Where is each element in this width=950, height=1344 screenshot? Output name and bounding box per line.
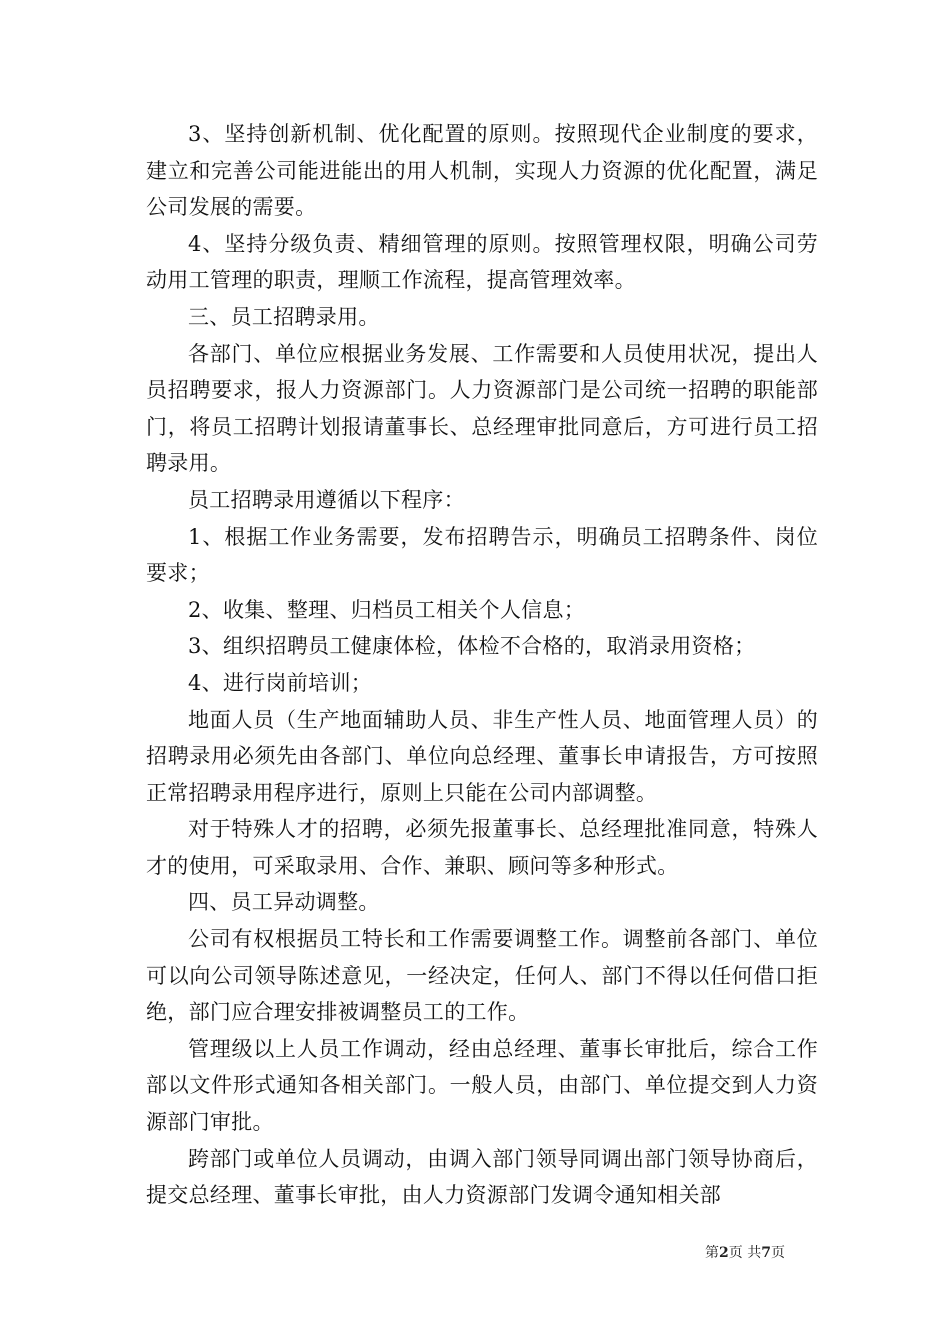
procedure-step-4: 4、进行岗前培训； [188, 670, 373, 695]
paragraph-ground-staff: 地面人员（生产地面辅助人员、非生产性人员、地面管理人员）的招聘录用必须先由各部门、单位向总经理、董事长申请报告，方可按照正常招聘录用程序进行，原则上只能在公司内部调整。 [146, 707, 818, 805]
paragraph-principle-3: 3、坚持创新机制、优化配置的原则。按照现代企业制度的要求，建立和完善公司能进能出的用人机制，实现人力资源的优化配置，满足公司发展的需要。 [146, 122, 818, 220]
paragraph-cross-department-transfer: 跨部门或单位人员调动，由调入部门领导同调出部门领导协商后，提交总经理、董事长审批，由人力资源部门发调令通知相关部 [146, 1146, 818, 1208]
document-body [146, 116, 818, 1214]
footer-suffix: 页 [770, 1245, 785, 1261]
paragraph-special-talent: 对于特殊人才的招聘，必须先报董事长、总经理批准同意，特殊人才的使用，可采取录用、合作、兼职、顾问等多种形式。 [146, 817, 818, 878]
paragraph-recruitment-request: 各部门、单位应根据业务发展、工作需要和人员使用状况，提出人员招聘要求，报人力资源部门。人力资源部门是公司统一招聘的职能部门，将员工招聘计划报请董事长、总经理审批同意后，方可进行员工招聘录用。 [146, 341, 818, 476]
footer-prefix: 第 [705, 1245, 719, 1261]
total-page-number: 7 [761, 1245, 771, 1261]
section-heading-recruitment: 三、员工招聘录用。 [188, 304, 380, 329]
procedure-step-1: 1、根据工作业务需要，发布招聘告示，明确员工招聘条件、岗位要求； [146, 524, 818, 586]
current-page-number: 2 [719, 1245, 729, 1261]
paragraph-management-transfer: 管理级以上人员工作调动，经由总经理、董事长审批后，综合工作部以文件形式通知各相关部门。一般人员，由部门、单位提交到人力资源部门审批。 [146, 1036, 818, 1135]
procedure-step-3: 3、组织招聘员工健康体检，体检不合格的，取消录用资格； [188, 634, 756, 659]
section-heading-transfer: 四、员工异动调整。 [188, 890, 380, 915]
footer-middle: 页 共 [728, 1245, 762, 1261]
paragraph-procedure-intro: 员工招聘录用遵循以下程序： [188, 487, 465, 512]
page-number-footer [705, 1244, 785, 1262]
paragraph-transfer-right: 公司有权根据员工特长和工作需要调整工作。调整前各部门、单位可以向公司领导陈述意见，一经决定，任何人、部门不得以任何借口拒绝，部门应合理安排被调整员工的工作。 [146, 927, 818, 1025]
paragraph-principle-4: 4、坚持分级负责、精细管理的原则。按照管理权限，明确公司劳动用工管理的职责，理顺工作流程，提高管理效率。 [146, 231, 818, 293]
procedure-step-2: 2、收集、整理、归档员工相关个人信息； [188, 597, 586, 622]
